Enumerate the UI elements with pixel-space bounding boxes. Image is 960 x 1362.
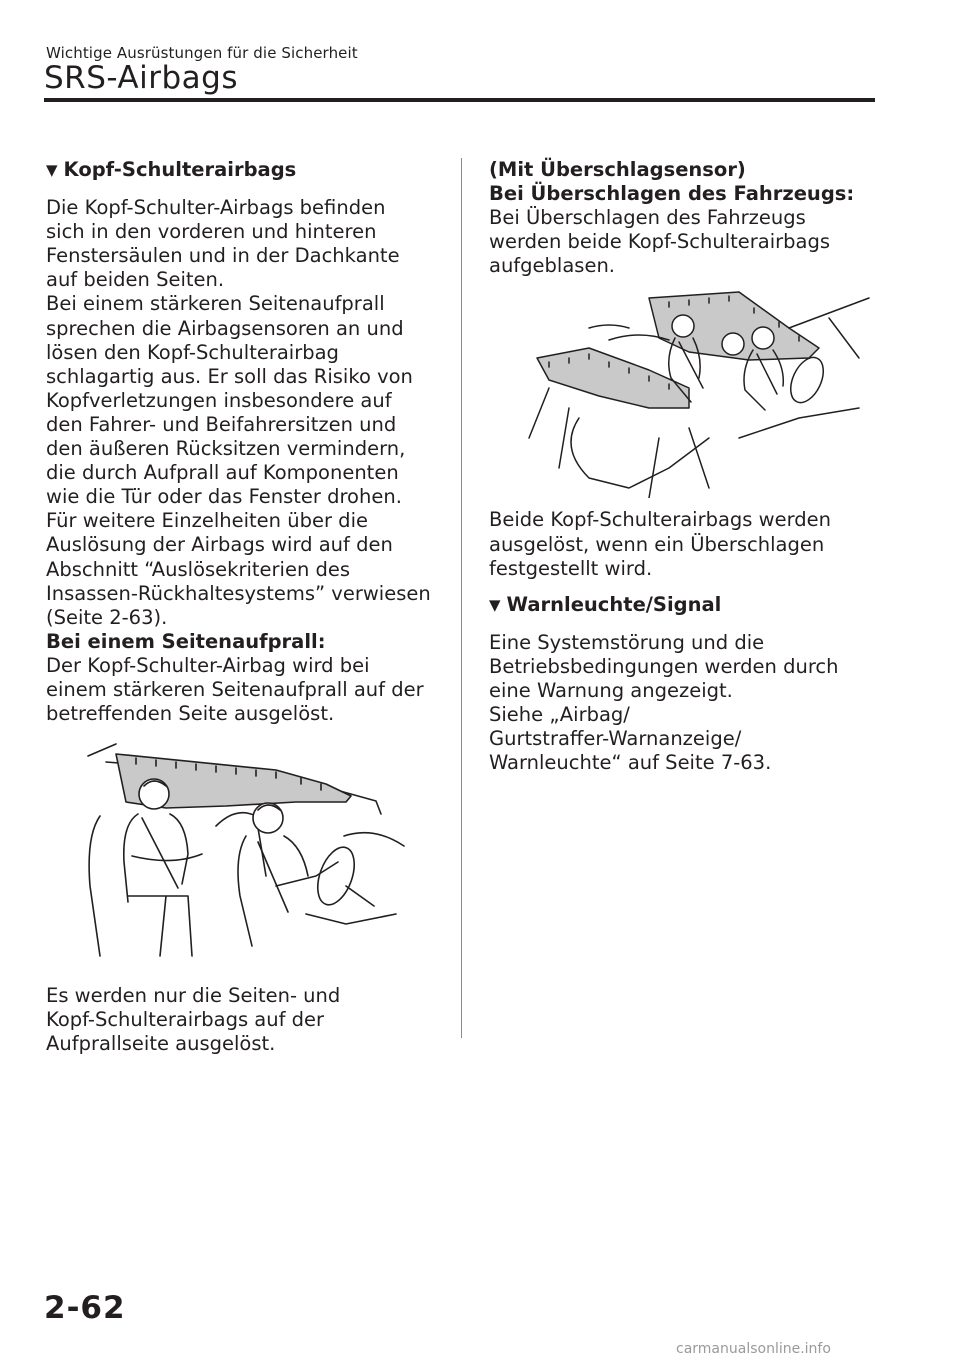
rollover-block (489, 158, 881, 278)
text-line: die durch Aufprall auf Komponenten (46, 461, 399, 485)
text-line: Eine Systemstörung und die (489, 630, 765, 654)
text-line: eine Warnung angezeigt. (489, 679, 733, 703)
text-line: einem stärkeren Seitenaufprall auf der (46, 677, 424, 701)
section-heading-warning-light (489, 593, 881, 617)
text-line: Aufprallseite ausgelöst. (46, 1032, 276, 1056)
side-impact-illustration (46, 736, 438, 976)
side-impact-illustration-svg (46, 736, 438, 976)
heading-text: Warnleuchte/Signal (506, 592, 722, 616)
text-line: betreffenden Seite ausgelöst. (46, 702, 335, 726)
right-column (489, 158, 881, 775)
text-line: Kopfverletzungen insbesondere auf (46, 388, 392, 412)
page-title: SRS-Airbags (44, 60, 238, 96)
illustration-caption (46, 984, 438, 1056)
illustration-caption (489, 508, 881, 580)
subheading-rollover-sensor: (Mit Überschlagsensor) (489, 158, 746, 181)
section-label: Wichtige Ausrüstungen für die Sicherheit (46, 44, 358, 62)
down-triangle-icon: ▼ (46, 161, 58, 179)
heading-text: Kopf-Schulterairbags (63, 158, 297, 181)
text-line: Fenstersäulen und in der Dachkante (46, 244, 400, 268)
text-line: Für weitere Einzelheiten über die (46, 509, 368, 533)
text-line: Bei Überschlagen des Fahrzeugs (489, 206, 806, 230)
text-line: Es werden nur die Seiten- und (46, 984, 341, 1008)
text-line: Der Kopf-Schulter-Airbag wird bei (46, 653, 370, 677)
text-line: Abschnitt “Auslösekriterien des (46, 557, 351, 581)
text-line: Kopf-Schulterairbags auf der (46, 1008, 325, 1032)
text-line: Betriebsbedingungen werden durch (489, 654, 839, 678)
subheading-rollover: Bei Überschlagen des Fahrzeugs: (489, 182, 855, 206)
header-rule (44, 98, 875, 102)
text-line: wie die Tür oder das Fenster drohen. (46, 485, 402, 509)
text-line: Auslösung der Airbags wird auf den (46, 533, 393, 557)
down-triangle-icon: ▼ (489, 595, 501, 614)
left-column (46, 158, 438, 1056)
text-line: aufgeblasen. (489, 254, 616, 278)
subheading-side-impact: Bei einem Seitenaufprall: (46, 629, 326, 653)
text-line: (Seite 2-63). (46, 605, 168, 629)
text-line: auf beiden Seiten. (46, 268, 225, 292)
text-line: Warnleuchte“ auf Seite 7-63. (489, 751, 772, 775)
rollover-illustration (489, 288, 881, 498)
text-line: den äußeren Rücksitzen vermindern, (46, 437, 406, 461)
rollover-illustration-svg (489, 288, 881, 498)
text-line: festgestellt wird. (489, 556, 653, 580)
text-line: Beide Kopf-Schulterairbags werden (489, 508, 832, 532)
page-number: 2-62 (44, 1290, 126, 1326)
section-heading-curtain-airbags (46, 158, 438, 182)
text-line: lösen den Kopf-Schulterairbag (46, 340, 339, 364)
text-line: ausgelöst, wenn ein Überschlagen (489, 532, 825, 556)
text-line: schlagartig aus. Er soll das Risiko von (46, 364, 413, 388)
text-line: sich in den vorderen und hinteren (46, 220, 377, 244)
text-line: Die Kopf-Schulter-Airbags befinden (46, 196, 386, 220)
text-line: werden beide Kopf-Schulterairbags (489, 230, 831, 254)
body-paragraph (46, 196, 438, 726)
text-line: Insassen-Rückhaltesystems” verwiesen (46, 581, 431, 605)
text-line: sprechen die Airbagsensoren an und (46, 316, 404, 340)
column-divider (461, 158, 462, 1038)
text-line: den Fahrer- und Beifahrersitzen und (46, 412, 397, 436)
watermark: carmanualsonline.info (676, 1341, 831, 1357)
text-line: Bei einem stärkeren Seitenaufprall (46, 292, 385, 316)
text-line: Gurtstraffer-Warnanzeige/ (489, 727, 742, 751)
text-line: Siehe „Airbag/ (489, 703, 630, 727)
body-paragraph (489, 631, 881, 776)
